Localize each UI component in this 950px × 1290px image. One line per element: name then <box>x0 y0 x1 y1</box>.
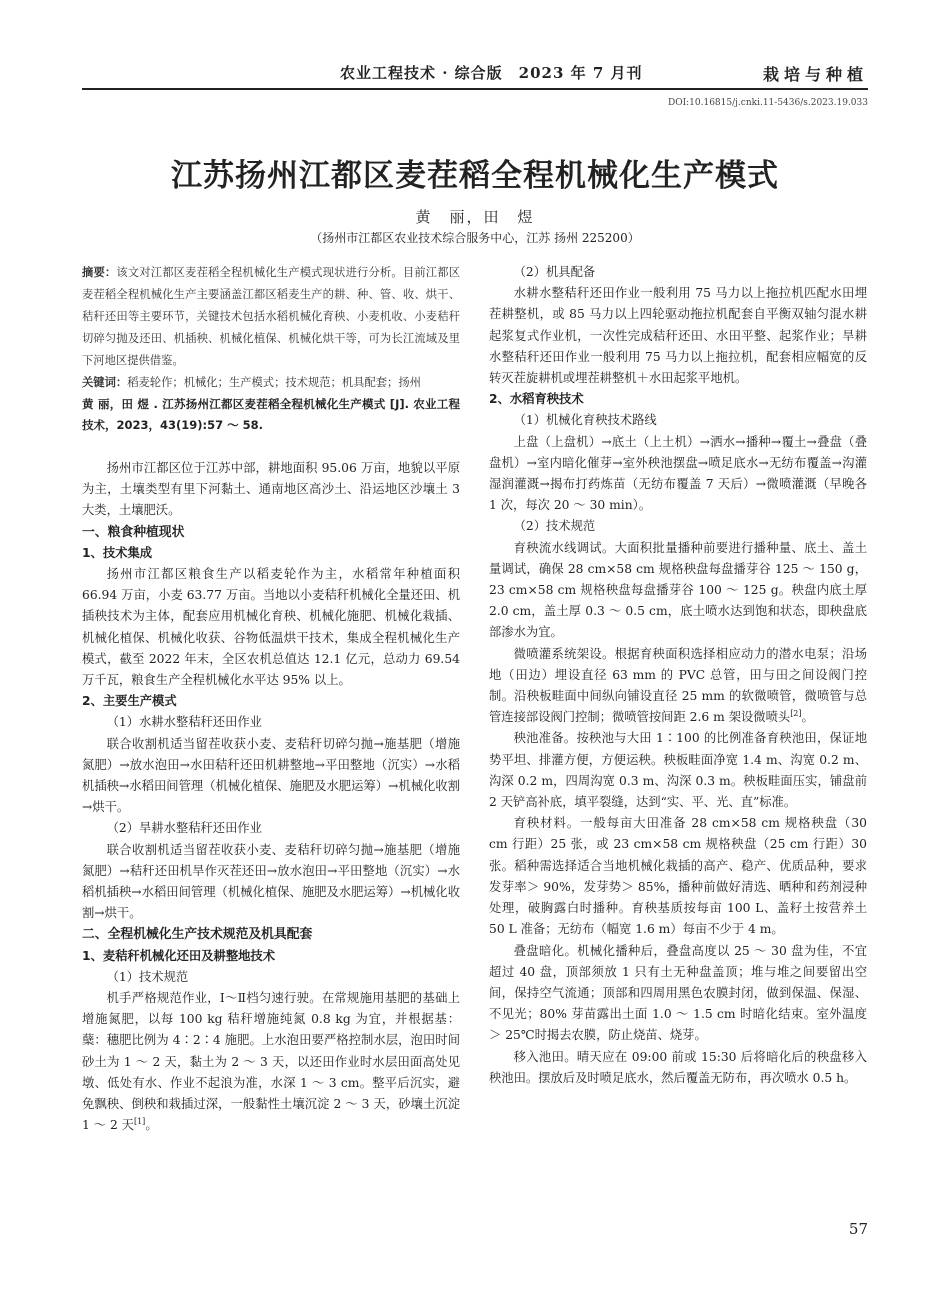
keywords-text: 稻麦轮作；机械化；生产模式；技术规范；机具配套；扬州 <box>127 376 421 389</box>
journal-header: 农业工程技术 · 综合版 2023 年 7 月刊 <box>340 64 643 82</box>
reference-1: [1] <box>133 1117 146 1127</box>
section-1-2-heading: 2、主要生产模式 <box>82 694 177 709</box>
section-1-2b-heading: （2）旱耕水整秸秆还田作业 <box>106 821 262 836</box>
section-2-1b-text: 水耕水整秸秆还田作业一般利用 75 马力以上拖拉机匹配水田埋茬耕整机，或 85 马力以上四轮驱动拖拉机配套自平衡双轴匀混水耕起浆复式作业机，一次性完成秸秆还田、水田平整、起浆作业；旱耕水整秸秆还田作业一般利用 75 马力以上拖拉机，配套相应幅宽的反转灭茬旋耕机或埋茬耕整机＋水田起浆平地机。 <box>489 286 867 386</box>
intro-paragraph: 扬州市江都区位于江苏中部，耕地面积 95.06 万亩，地貌以平原为主，土壤类型有里下河黏土、通南地区高沙土、沿运地区沙壤土 3 大类，土壤肥沃。 <box>82 461 460 518</box>
section-header: 栽培与种植 <box>762 65 868 84</box>
keywords-label: 关键词： <box>82 376 128 389</box>
section-2-2b-heading: （2）技术规范 <box>513 519 596 534</box>
section-1-2a-heading: （1）水耕水整秸秆还田作业 <box>106 715 262 730</box>
section-2-1a-text: 机手严格规范作业，Ⅰ～Ⅱ档匀速行驶。在常规施用基肥的基础上增施氮肥，以每 100 kg 秸秆增施纯氮 0.8 kg 为宜，并根据基：蘖：穗肥比例为 4∶2∶4 施肥。上水泡田要严格控制水层，泡田时间砂土为 1 ～ 2 天，黏土为 2 ～ 3 天，以还田作业时水层田面高处见墩、低处有水、作业不起浪为准，水深 1 ～ 3 cm。整平后沉实，避免飘秧、倒秧和栽插过深，一般黏性土壤沉淀 2 ～ 3 天，砂壤土沉淀 1 ～ 2 天[1]。 <box>82 991 460 1133</box>
right-column <box>489 262 867 1089</box>
paragraph-stack: 叠盘暗化。机械化播种后，叠盘高度以 25 ～ 30 盘为佳，不宜超过 40 盘，顶部须放 1 只有土无种盘盖顶；堆与堆之间要留出空间，保持空气流通；顶部和四周用黑色农膜封闭，做到保温、保湿、不见光；80% 芽苗露出土面 1.0 ～ 1.5 cm 时暗化结束。室外温度＞ 25℃时揭去农膜，防止烧苗、烧芽。 <box>489 943 867 1043</box>
section-2-2a-text: 上盘（上盘机）→底土（上土机）→洒水→播种→覆土→叠盘（叠盘机）→室内暗化催芽→室外秧池摆盘→喷足底水→无纺布覆盖→沟灌湿润灌溉→揭布打药炼苗（无纺布覆盖 7 天后）→微喷灌溉（早晚各 1 次，每次 20 ～ 30 min）。 <box>489 434 867 513</box>
left-column <box>82 262 460 1137</box>
abstract-text: 该文对江都区麦茬稻全程机械化生产模式现状进行分析。目前江都区麦茬稻全程机械化生产主要涵盖江都区稻麦生产的耕、种、管、收、烘干、秸秆还田等主要环节，关键技术包括水稻机械化育秧、小麦机收、小麦秸秆切碎匀抛及还田、机插秧、机械化植保、机械化烘干等，可为长江流域及里下河地区提供借鉴。 <box>82 266 460 367</box>
section-1-2b-text: 联合收割机适当留茬收获小麦、麦秸秆切碎匀抛→施基肥（增施氮肥）→秸秆还田机旱作灭茬还田→放水泡田→平田整地（沉实）→水稻机插秧→水稻田间管理（机械化植保、施肥及水肥运筹）→机械化收割→烘干。 <box>82 842 460 921</box>
section-2-2a-heading: （1）机械化育秧技术路线 <box>513 413 657 428</box>
section-1-1-heading: 1、技术集成 <box>82 545 153 560</box>
keywords <box>82 372 460 394</box>
page-number: 57 <box>848 1220 868 1238</box>
abstract-label: 摘要： <box>82 266 117 279</box>
citation: 黄 丽，田 煜 . 江苏扬州江都区麦茬稻全程机械化生产模式 [J]. 农业工程技术，2023，43(19):57 ～ 58. <box>82 397 460 432</box>
section-1-2a-text: 联合收割机适当留茬收获小麦、麦秸秆切碎匀抛→施基肥（增施氮肥）→放水泡田→水田秸秆还田机耕整地→平田整地（沉实）→水稻机插秧→水稻田间管理（机械化植保、施肥及水肥运筹）→机械化收割→烘干。 <box>82 736 460 815</box>
paragraph-spray: 微喷灌系统架设。根据育秧面积选择相应动力的潜水电泵；沿场地（田边）埋设直径 63 mm 的 PVC 总管，田与田之间设阀门控制。沿秧板畦面中间纵向铺设直径 25 mm 的软微喷管，微喷管与总管连接部设阀门控制；微喷管按间距 2.6 m 架设微喷头[2]。 <box>489 646 867 725</box>
article-title: 江苏扬州江都区麦茬稻全程机械化生产模式 <box>171 158 779 194</box>
reference-2: [2] <box>790 709 802 719</box>
section-2-1b-heading: （2）机具配备 <box>513 265 596 279</box>
paragraph-debug: 育秧流水线调试。大面积批量播种前要进行播种量、底土、盖土量调试，确保 28 cm×58 cm 规格秧盘每盘播芽谷 125 ～ 150 g，23 cm×58 cm 规格秧盘每盘播芽谷 100 ～ 125 g。秧盘内底土厚 2.0 cm，盖土厚 0.3 ～ 0.5 cm，底土喷水达到饱和状态，即秧盘底部渗水为宜。 <box>489 540 867 640</box>
paragraph-pool: 秧池准备。按秧池与大田 1∶100 的比例准备育秧池田，保证地势平坦、排灌方便，方便运秧。秧板畦面净宽 1.4 m、沟宽 0.2 m、沟深 0.2 m，四周沟宽 0.3 m、沟深 0.3 m。秧板畦面压实，铺盘前 2 天铲高补底，填平裂缝，达到“实、平、光、直”标准。 <box>489 731 867 810</box>
doi: DOI:10.16815/j.cnki.11-5436/s.2023.19.033 <box>667 98 868 108</box>
authors: 黄 丽，田 煜 <box>415 208 535 226</box>
section-2-2-heading: 2、水稻育秧技术 <box>489 392 584 407</box>
abstract <box>82 262 460 372</box>
section-2-1-heading: 1、麦秸秆机械化还田及耕整地技术 <box>82 948 276 963</box>
section-2-heading: 二、全程机械化生产技术规范及机具配套 <box>82 927 313 943</box>
section-1-heading: 一、粮食种植现状 <box>82 524 185 540</box>
paragraph-material: 育秧材料。一般每亩大田准备 28 cm×58 cm 规格秧盘（30 cm 行距）25 张，或 23 cm×58 cm 规格秧盘（25 cm 行距）30 张。稻种需选择适合当地机械化栽插的高产、稳产、优质品种，要求发芽率＞ 90%，发芽势＞ 85%，播种前做好清选、晒种和药剂浸种处理，破胸露白时播种。育秧基质按每亩 100 L、盖籽土按营养土 50 L 准备；无纺布（幅宽 1.6 m）每亩不少于 4 m。 <box>489 816 867 937</box>
section-1-1-text: 扬州市江都区粮食生产以稻麦轮作为主，水稻常年种植面积 66.94 万亩，小麦 63.77 万亩。当地以小麦秸秆机械化全量还田、机插秧技术为主体，配套应用机械化育秧、机械化施肥、机械化栽插、机械化植保、机械化收获、谷物低温烘干技术，集成全程机械化生产模式，截至 2022 年末，全区农机总值达 12.1 亿元，总动力 69.54 万千瓦，粮食生产全程机械化水平达 95% 以上。 <box>82 567 460 688</box>
header-rule <box>82 88 868 90</box>
section-2-1a-heading: （1）技术规范 <box>106 969 189 984</box>
paragraph-move: 移入池田。晴天应在 09:00 前或 15:30 后将暗化后的秧盘移入秧池田。摆放后及时喷足底水，然后覆盖无防布，再次喷水 0.5 h。 <box>489 1049 867 1085</box>
affiliation: （扬州市江都区农业技术综合服务中心，江苏 扬州 225200） <box>310 231 640 245</box>
